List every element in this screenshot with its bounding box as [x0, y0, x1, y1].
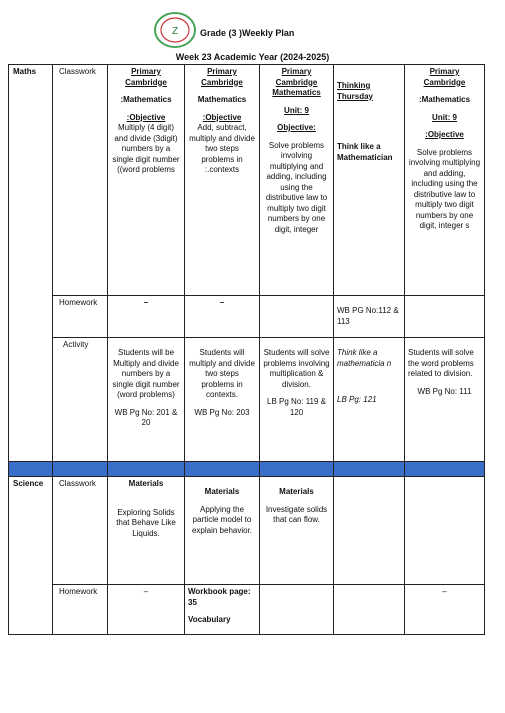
homework-text: Vocabulary — [188, 615, 231, 624]
objective-text-tail: :.contexts — [204, 165, 240, 174]
homework-cell: – — [405, 585, 485, 635]
cell-heading: Primary Cambridge — [201, 67, 243, 87]
science-homework-row — [9, 585, 485, 635]
homework-cell — [405, 296, 485, 338]
homework-cell — [185, 585, 260, 635]
activity-cell — [405, 338, 485, 462]
maths-classwork-cell — [108, 65, 185, 296]
cell-subheading: :Mathematics — [120, 95, 172, 104]
maths-classwork-cell — [185, 65, 260, 296]
objective-label: :Objective — [425, 130, 464, 139]
cell-subheading: Think like a Mathematician — [337, 142, 393, 162]
maths-activity-row — [9, 338, 485, 462]
cell-heading: Primary Cambridge Mathematics — [272, 67, 321, 97]
cell-heading: Materials — [204, 487, 240, 496]
maths-subject-cell — [9, 65, 53, 462]
objective-text: Solve problems involving multiplying and adding, including using the distributive law to multiply two digit numbers by one digit, integer s — [408, 147, 481, 230]
objective-label: Objective: — [277, 123, 316, 132]
section-separator — [9, 462, 485, 477]
maths-classwork-cell — [334, 65, 405, 296]
subject-label: Maths — [13, 67, 37, 76]
homework-text: Workbook page: 35 — [188, 587, 251, 607]
cell-heading: Primary Cambridge — [423, 67, 466, 87]
activity-cell — [185, 338, 260, 462]
unit-label: Unit: 9 — [432, 112, 457, 122]
homework-cell: – — [185, 296, 260, 338]
activity-text: Students will solve problems involving multiplication & division. — [263, 348, 330, 389]
cell-subheading: Mathematics — [197, 95, 247, 104]
objective-text: Multiply (4 digit) and divide (3digit) numbers by a single digit number ((word problems — [112, 123, 180, 174]
cell-heading: Thinking Thursday — [337, 81, 374, 101]
homework-cell — [260, 585, 334, 635]
classwork-text: Exploring Solids that Behave Like Liquids. — [116, 507, 176, 538]
activity-reference: WB Pg No: 203 — [194, 407, 250, 417]
maths-homework-row — [9, 296, 485, 338]
homework-cell: – — [108, 585, 185, 635]
svg-text:Z: Z — [171, 26, 179, 37]
objective-label: :Objective — [126, 112, 166, 122]
homework-cell — [260, 296, 334, 338]
classwork-label: Classwork — [53, 477, 108, 585]
school-logo — [152, 10, 198, 50]
subject-label: Science — [13, 479, 44, 488]
homework-cell: – — [108, 296, 185, 338]
homework-label: Homework — [53, 296, 108, 338]
science-classwork-cell — [334, 477, 405, 585]
classwork-text: Investigate solids that can flow. — [265, 504, 328, 524]
science-classwork-cell — [185, 477, 260, 585]
activity-cell — [260, 338, 334, 462]
page-title: Grade (3 )Weekly Plan — [200, 28, 295, 38]
science-classwork-row — [9, 477, 485, 585]
homework-cell — [334, 296, 405, 338]
cell-subheading: :Mathematics — [418, 95, 471, 104]
activity-text: Think like a mathematicia n — [337, 348, 392, 368]
maths-classwork-row — [9, 65, 485, 296]
activity-text: Students will solve the word problems related to division. — [408, 348, 474, 378]
activity-reference: LB Pg No: 119 & 120 — [267, 397, 326, 417]
objective-text: Solve problems involving multiplying and adding, including using the distributive law to multiply two digit numbers by one digit, integer — [265, 140, 328, 234]
activity-text: Students will multiply and divide two steps problems in contexts. — [189, 348, 255, 399]
activity-text: Students will be Multiply and divide numbers by a single digit number (word problems) — [112, 348, 180, 399]
science-classwork-cell — [260, 477, 334, 585]
activity-reference: WB Pg No: 111 — [417, 386, 472, 396]
cell-heading: Materials — [128, 479, 164, 488]
homework-text: WB PG No:112 & 113 — [337, 306, 399, 326]
activity-cell — [334, 338, 405, 462]
activity-label: Activity — [53, 338, 108, 462]
page-subtitle: Week 23 Academic Year (2024-2025) — [175, 52, 330, 62]
cell-heading: Materials — [279, 487, 314, 496]
objective-label: :Objective — [202, 112, 242, 122]
activity-cell — [108, 338, 185, 462]
objective-text: Add, subtract, multiply and divide two steps problems in — [189, 123, 255, 164]
weekly-plan-table — [8, 64, 485, 635]
maths-classwork-cell — [260, 65, 334, 296]
activity-reference: WB Pg No: 201 & 20 — [114, 407, 178, 427]
homework-label: Homework — [53, 585, 108, 635]
cell-heading: Primary Cambridge — [125, 67, 167, 87]
classwork-label: Classwork — [53, 65, 108, 296]
science-classwork-cell — [405, 477, 485, 585]
maths-classwork-cell — [405, 65, 485, 296]
classwork-text: Applying the particle model to explain behavior. — [191, 504, 253, 535]
homework-cell — [334, 585, 405, 635]
science-subject-cell — [9, 477, 53, 635]
science-classwork-cell — [108, 477, 185, 585]
unit-label: Unit: 9 — [284, 105, 309, 115]
activity-reference: LB Pg: 121 — [337, 395, 377, 404]
